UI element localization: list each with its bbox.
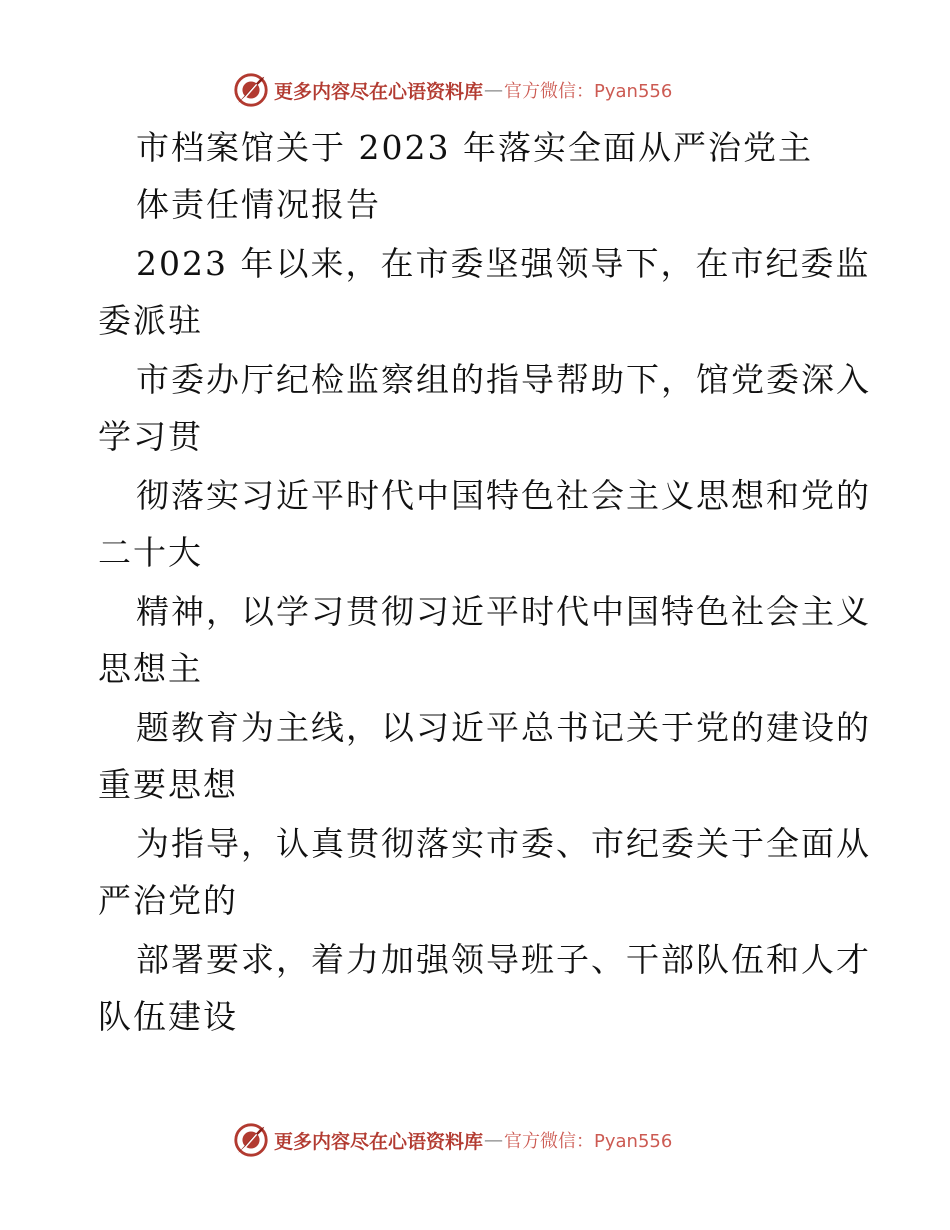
watermark-contact: 官方微信：Pyan556 [504, 1131, 673, 1152]
header-watermark [232, 70, 672, 110]
watermark-separator: — [484, 79, 504, 101]
watermark-separator: — [484, 1129, 504, 1151]
watermark-contact: 官方微信：Pyan556 [504, 81, 673, 102]
footer-watermark [232, 1120, 672, 1160]
watermark-brand: 更多内容尽在心语资料库 [274, 80, 484, 103]
quill-seal-icon [232, 1121, 270, 1159]
body-line: 2023 年以来，在市委坚强领导下，在市纪委监 [136, 244, 871, 283]
watermark-brand: 更多内容尽在心语资料库 [274, 1130, 484, 1153]
body-line: 学习贯 [98, 417, 203, 456]
body-line: 思想主 [98, 649, 203, 688]
body-line: 队伍建设 [98, 997, 238, 1036]
body-line: 二十大 [98, 533, 203, 572]
document-title-line-2: 体责任情况报告 [136, 185, 381, 224]
body-line: 部署要求，着力加强领导班子、干部队伍和人才 [136, 940, 871, 979]
body-line: 题教育为主线，以习近平总书记关于党的建设的 [136, 708, 871, 747]
body-line: 为指导，认真贯彻落实市委、市纪委关于全面从 [136, 824, 871, 863]
body-line: 市委办厅纪检监察组的指导帮助下，馆党委深入 [136, 360, 871, 399]
body-line: 委派驻 [98, 301, 203, 340]
quill-seal-icon [232, 71, 270, 109]
body-line: 严治党的 [98, 881, 238, 920]
body-line: 彻落实习近平时代中国特色社会主义思想和党的 [136, 476, 871, 515]
body-line: 重要思想 [98, 765, 238, 804]
document-title-line-1: 市档案馆关于 2023 年落实全面从严治党主 [136, 128, 813, 167]
body-line: 精神，以学习贯彻习近平时代中国特色社会主义 [136, 592, 871, 631]
